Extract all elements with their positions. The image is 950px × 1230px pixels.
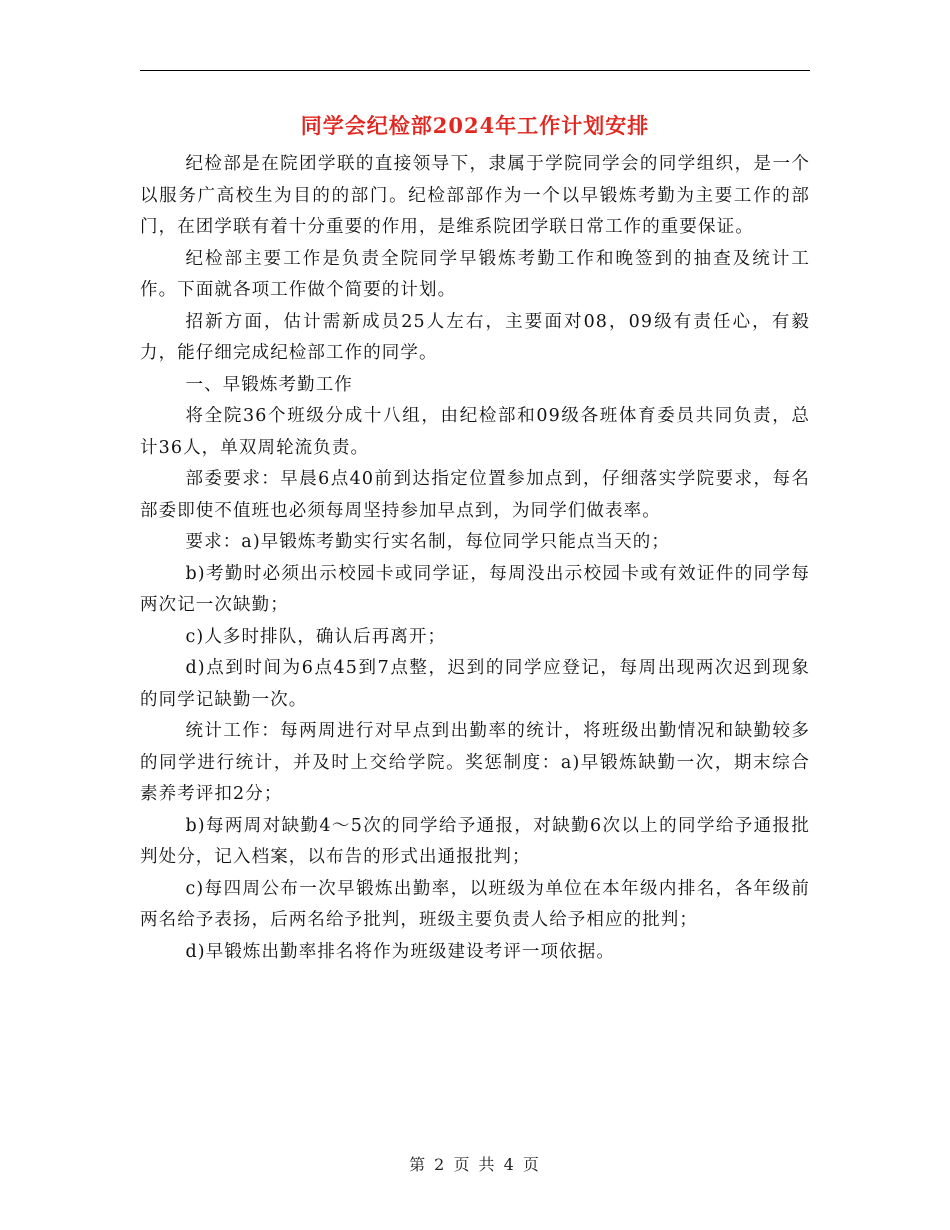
paragraph: 纪检部是在院团学联的直接领导下，隶属于学院同学会的同学组织，是一个以服务广高校生为目的的部门。纪检部部作为一个以早锻炼考勤为主要工作的部门，在团学联有着十分重要的作用，是维系院团学联日常工作的重要保证。 [140,154,810,237]
requirement-item: b)考勤时必须出示校园卡或同学证，每周没出示校园卡或有效证件的同学每两次记一次缺勤； [140,563,810,615]
paragraph: 将全院36个班级分成十八组，由纪检部和09级各班体育委员共同负责，总计36人，单双周轮流负责。 [140,406,810,458]
paragraph: 统计工作：每两周进行对早点到出勤率的统计，将班级出勤情况和缺勤较多的同学进行统计，并及时上交给学院。奖惩制度：a)早锻炼缺勤一次，期末综合素养考评扣2分； [140,721,810,804]
paragraph: 纪检部主要工作是负责全院同学早锻炼考勤工作和晚签到的抽查及统计工作。下面就各项工作做个简要的计划。 [140,248,810,300]
paragraph: 招新方面，估计需新成员25人左右，主要面对08，09级有责任心，有毅力，能仔细完成纪检部工作的同学。 [140,311,810,363]
header-rule [140,70,810,71]
section-heading: 一、早锻炼考勤工作 [185,374,353,395]
penalty-item: b)每两周对缺勤4～5次的同学给予通报，对缺勤6次以上的同学给予通报批判处分，记入档案，以布告的形式出通报批判； [140,815,810,867]
penalty-item: c)每四周公布一次早锻炼出勤率，以班级为单位在本年级内排名，各年级前两名给予表扬，后两名给予批判，班级主要负责人给予相应的批判； [140,878,810,930]
penalty-item: d)早锻炼出勤率排名将作为班级建设考评一项依据。 [185,941,615,962]
document-title: 同学会纪检部2024年工作计划安排 [300,113,650,138]
document-body [140,149,810,968]
page-footer: 第 2 页 共 4 页 [409,1155,541,1174]
requirement-item: 要求：a)早锻炼考勤实行实名制，每位同学只能点当天的； [185,532,670,552]
paragraph: 部委要求：早晨6点40前到达指定位置参加点到，仔细落实学院要求，每名部委即使不值班也必须每周坚持参加早点到，为同学们做表率。 [140,469,810,521]
requirement-item: c)人多时排队，确认后再离开； [185,626,447,647]
requirement-item: d)点到时间为6点45到7点整，迟到的同学应登记，每周出现两次迟到现象的同学记缺勤一次。 [140,658,810,710]
